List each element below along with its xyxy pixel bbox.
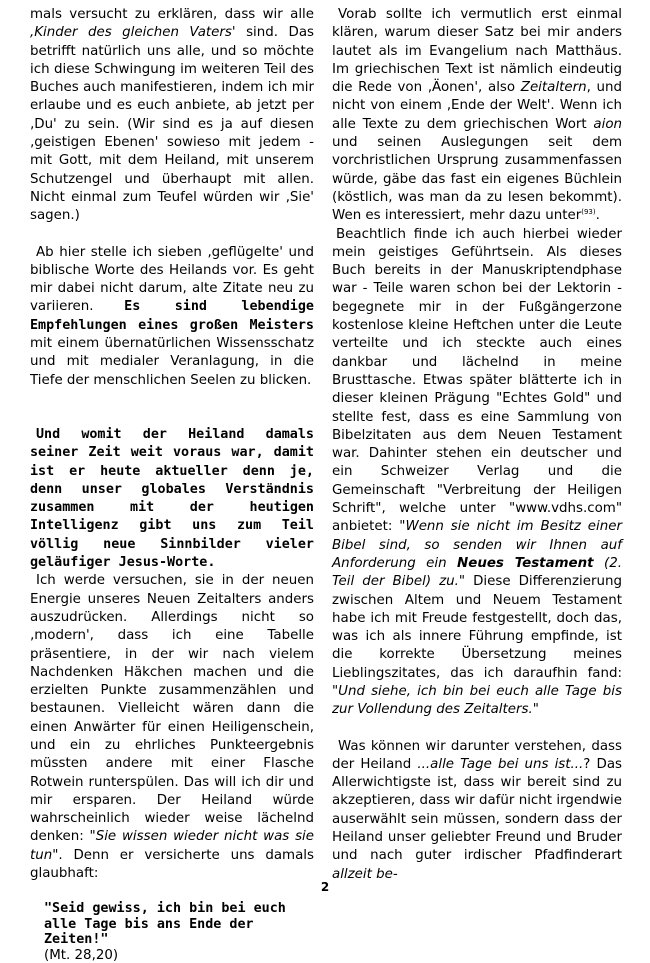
bible-quote bbox=[44, 901, 314, 963]
italic-quote: ‚Kinder des gleichen Vaters' bbox=[30, 25, 236, 41]
left-paragraph-3-bold bbox=[30, 426, 314, 572]
left-paragraph-4 bbox=[30, 572, 314, 883]
page-number: 2 bbox=[320, 880, 330, 894]
right-paragraph-3 bbox=[332, 738, 622, 884]
right-column bbox=[332, 6, 622, 884]
italic-quote: "Wenn sie nicht im Besitz einer Bibel sind, so senden wir Ihnen auf Anforderung ein bbox=[332, 519, 622, 571]
left-paragraph-1 bbox=[30, 6, 314, 226]
bold-italic-term: Neues Testament bbox=[457, 555, 594, 571]
left-column bbox=[30, 6, 314, 963]
bold-emphasis: Es sind lebendige Empfehlungen eines großen Meisters bbox=[30, 299, 314, 333]
left-paragraph-2 bbox=[30, 244, 314, 390]
text: mals versucht zu erklären, dass wir alle bbox=[30, 7, 314, 22]
italic-word: Zeitaltern bbox=[520, 80, 587, 96]
footnote-ref: (93) bbox=[581, 208, 596, 217]
text: Was können wir darunter verstehen, dass der Heiland bbox=[332, 738, 622, 772]
bold-paragraph: Und womit der Heiland damals seiner Zeit weit voraus war, damit ist er heute aktueller denn je, denn unser globales Verständnis zusammen mit der heutigen Intelligenz gibt uns zum Teil völlig neue Sinnbilder vieler geläufiger Jesus-Worte. bbox=[30, 426, 314, 571]
text: . bbox=[595, 208, 600, 224]
italic-quote: (2. Teil der Bibel) zu." bbox=[332, 555, 622, 590]
italic-word: aion bbox=[593, 116, 622, 132]
text: und seinen Auslegungen seit dem vorchristlichen Ursprung zusammenfassen würde, gäbe das fast ein eigenes Büchlein (köstlich, was man da zu lesen bekommt). Wen es interessiert, mehr dazu unter bbox=[332, 135, 622, 224]
text: Ab hier stelle ich sieben ‚geflügelte' und biblische Worte des Heilands vor. Es geht mir dabei nicht darum, alte Zitate neu zu variieren. bbox=[30, 244, 314, 315]
right-paragraph-2 bbox=[332, 226, 622, 720]
text: Diese Differenzierung zwischen Altem und Neuem Testament habe ich mit Freude festgestellt, doch das, was ich als innere Führung empfinde, ist die korrekte Übersetzung meines Lieblingszitates, das ich daraufhin fand: bbox=[332, 574, 622, 681]
text: mit einem übernatürlichen Wissensschatz und mit medialer Veranlagung, in die Tiefe der menschlichen Seelen zu blicken. bbox=[30, 336, 314, 388]
right-paragraph-1 bbox=[332, 6, 622, 226]
text: , und nicht von einem ‚Ende der Welt'. Wenn ich alle Texte zu dem griechischen Wort bbox=[332, 80, 622, 132]
italic-quote: "Sie wissen wieder nicht was sie tun" bbox=[30, 829, 315, 863]
text: ? Das Allerwichtigste ist, dass wir bereit sind zu akzeptieren, dass wir dafür nicht irgendwie auserwählt sein müssen, sondern dass der Heiland unser geliebter Freund und Bruder und nach guter irdischer Pfadfinderart bbox=[332, 756, 622, 864]
text: sind. Das betrifft natürlich uns alle, und so möchte ich diese Schwingung im weiteren Teil des Buches auch manifestieren, indem ich mir erlaube und es euch anbiete, ab jetzt per ‚Du' zu sein. (Wir sind es ja auf diesen ‚geistigen Ebenen' sowieso mit jedem - mit Gott, mit dem Heiland, mit unserem Schutzengel und überhaupt mit allen. Nicht einmal zum Teufel würden wir ‚Sie' sagen.) bbox=[30, 25, 315, 224]
italic-quote: "Und siehe, ich bin bei euch alle Tage bis zur Vollendung des Zeitalters." bbox=[332, 683, 622, 718]
italic-quote: ...alle Tage bei uns ist... bbox=[417, 756, 584, 772]
italic-word: allzeit be- bbox=[332, 866, 398, 882]
quote-text: "Seid gewiss, ich bin bei euch alle Tage bis ans Ende der Zeiten!" bbox=[44, 901, 286, 948]
text: . Denn er versicherte uns damals glaubhaft: bbox=[30, 847, 314, 882]
text: Ich werde versuchen, sie in der neuen Energie unseres Neuen Zeitalters anders auszudrücken. Allerdings nicht so ‚modern', dass ich eine Tabelle präsentiere, in der wir nach vielem Nachdenken Häkchen machen und die erzielten Punkte zusammenzählen und bestaunen. Vielleicht wären dann die einen Anwärter für einen Heiligenschein, und ein zu ehrliches Punkteergebnis müssten andere mit einer Flasche Rotwein runterspülen. Das will ich dir und mir ersparen. Der Heiland würde wahrscheinlich wieder weise lächelnd denken: bbox=[30, 573, 314, 845]
text: Beachtlich finde ich auch hierbei wieder mein geistiges Geführtsein. Als dieses Buch bereits in der Manuskriptendphase war - Teile waren schon bei der Lektorin - begegnete mir in der Fußgängerzone kostenlose kleine Heftchen unter die Leute verteilte und ich steckte auch eines dankbar und lächelnd in meine Brusttasche. Etwas später blätterte ich in dieser kleinen Prägung "Echtes Gold" und stellte fest, dass es eine Sammlung von Bibelzitaten aus dem Neuen Testament war. Dahinter stehen ein deutscher und ein Schweizer Verlag und die Gemeinschaft "Verbreitung der Heiligen Schrift", welche unter "www.vdhs.com" anbietet: bbox=[332, 226, 622, 535]
text: Vorab sollte ich vermutlich erst einmal klären, warum dieser Satz bei mir anders lautet als im Evangelium nach Matthäus. Im griechischen Text ist nämlich eindeutig die Rede von ‚Äonen', also bbox=[332, 7, 622, 96]
quote-reference: (Mt. 28,20) bbox=[44, 947, 119, 963]
